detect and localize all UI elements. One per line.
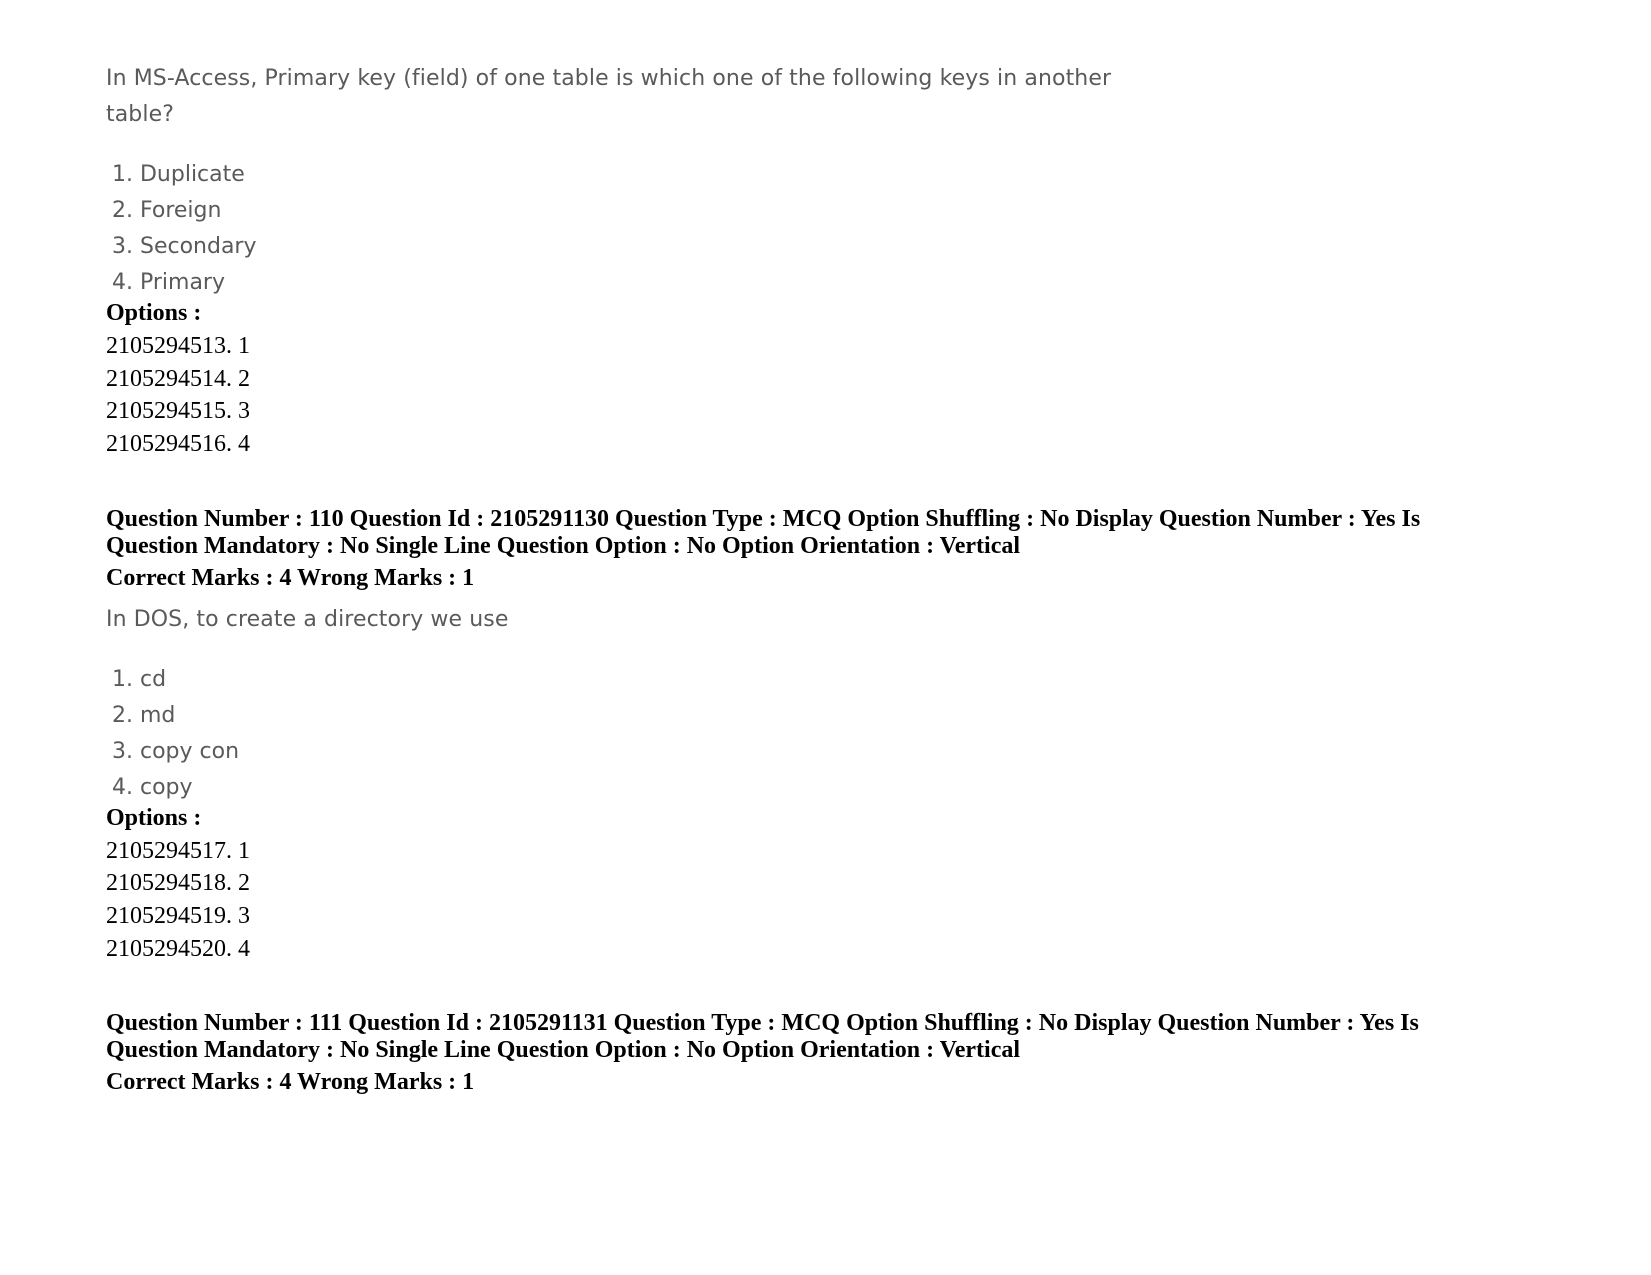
options-heading: Options : [106,300,202,326]
option-item: 2105294516. 4 [106,431,250,457]
option-item: 2105294519. 3 [106,903,250,929]
option-item: 2105294518. 2 [106,870,250,896]
question-meta-line: Question Mandatory : No Single Line Question Option : No Option Orientation : Vertical [106,1037,1021,1063]
option-item: 2105294514. 2 [106,366,250,392]
question-choice: 3. Secondary [112,234,257,259]
question-choice: 1. Duplicate [112,162,245,187]
option-item: 2105294513. 1 [106,333,250,359]
question-meta-line: Question Number : 111 Question Id : 2105291131 Question Type : MCQ Option Shuffling : No Display Question Number : Yes Is [106,1010,1419,1036]
question-text-line: In MS-Access, Primary key (field) of one table is which one of the following keys in another [106,66,1112,91]
option-item: 2105294517. 1 [106,838,250,864]
question-choice: 4. Primary [112,270,225,295]
question-choice: 1. cd [112,667,167,692]
option-item: 2105294515. 3 [106,398,250,424]
question-text-line: table? [106,102,174,127]
marks-line: Correct Marks : 4 Wrong Marks : 1 [106,1069,475,1095]
question-text-line: In DOS, to create a directory we use [106,607,509,632]
options-heading: Options : [106,805,202,831]
option-item: 2105294520. 4 [106,936,250,962]
question-choice: 3. copy con [112,739,240,764]
question-choice: 4. copy [112,775,193,800]
question-meta-line: Question Number : 110 Question Id : 2105291130 Question Type : MCQ Option Shuffling : No Display Question Number : Yes Is [106,506,1421,532]
question-choice: 2. md [112,703,176,728]
question-meta-line: Question Mandatory : No Single Line Question Option : No Option Orientation : Vertical [106,533,1021,559]
marks-line: Correct Marks : 4 Wrong Marks : 1 [106,565,475,591]
question-choice: 2. Foreign [112,198,222,223]
